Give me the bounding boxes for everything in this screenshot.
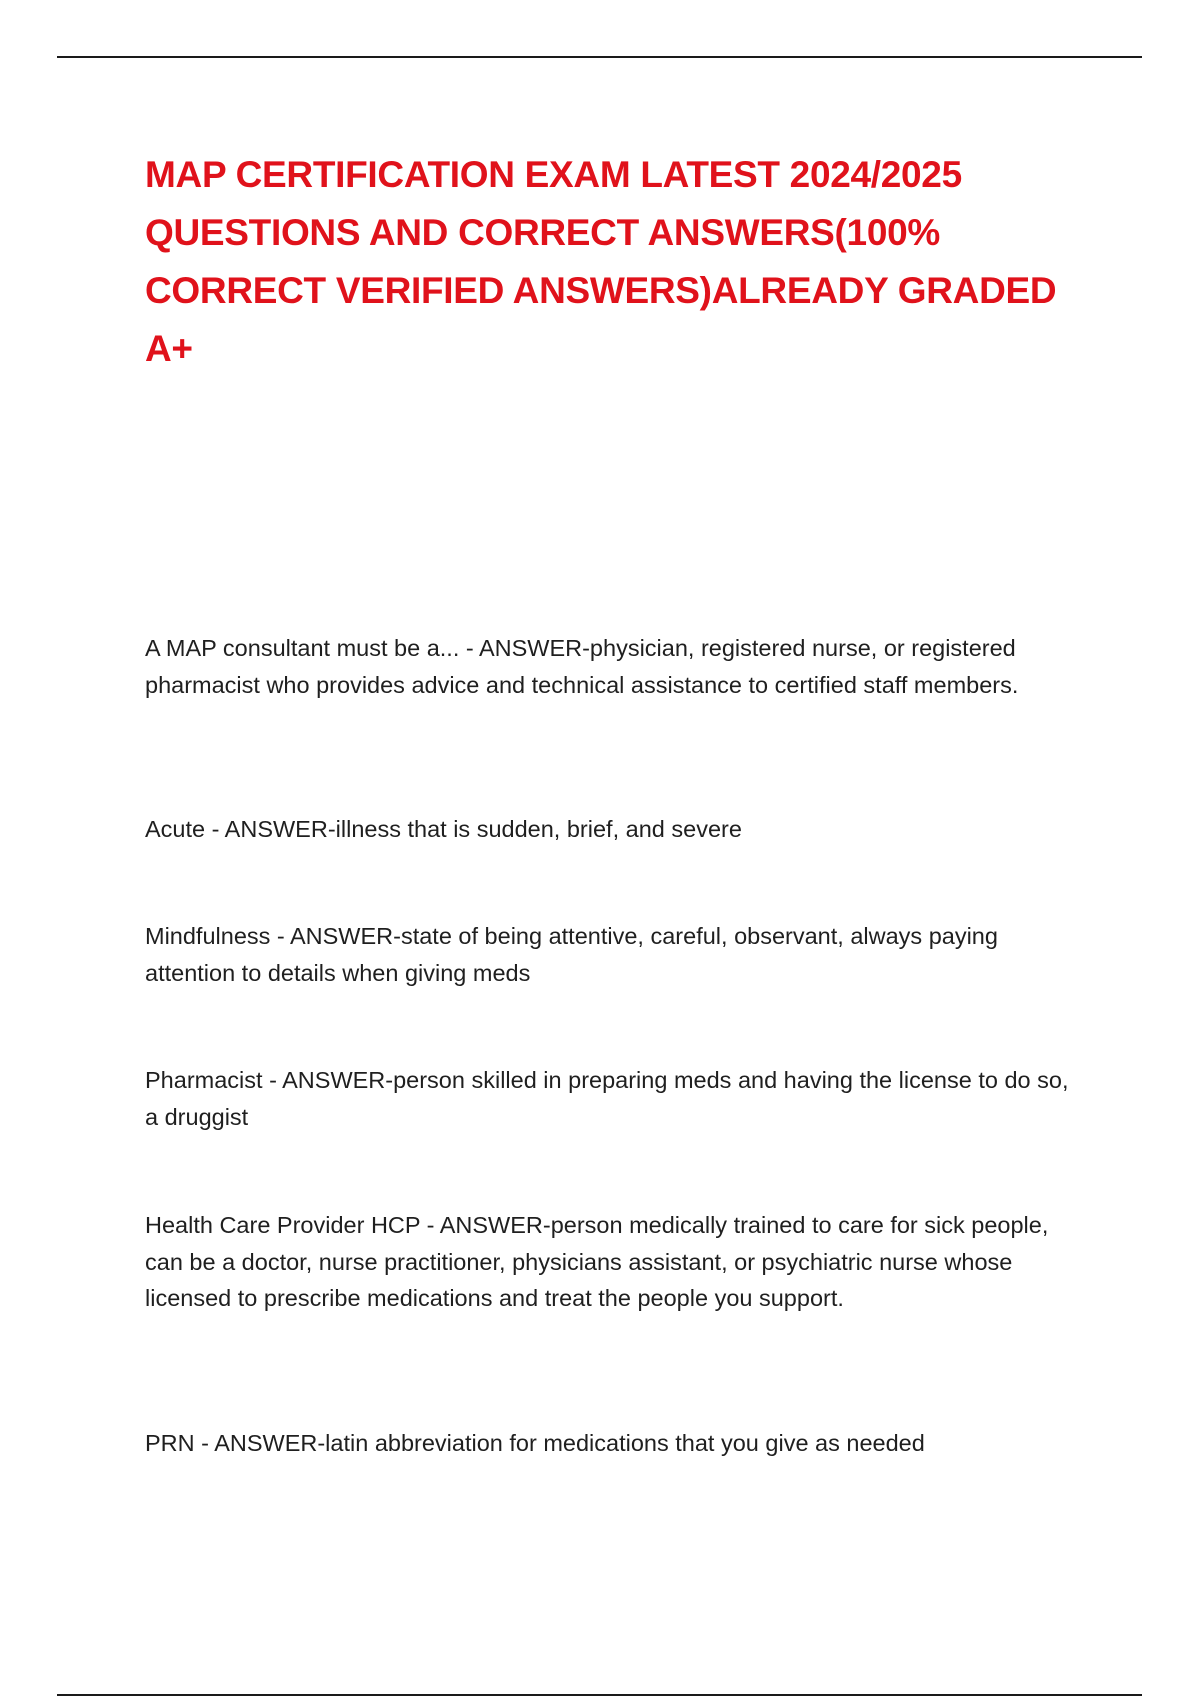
bottom-divider <box>57 1694 1142 1696</box>
qa-item-pharmacist: Pharmacist - ANSWER-person skilled in preparing meds and having the license to do so, a druggist <box>145 1067 1069 1130</box>
top-divider <box>57 56 1142 58</box>
qa-item-prn: PRN - ANSWER-latin abbreviation for medications that you give as needed <box>145 1430 925 1456</box>
qa-item-mindfulness: Mindfulness - ANSWER-state of being attentive, careful, observant, always paying attention to details when giving meds <box>145 923 998 986</box>
document-title: MAP CERTIFICATION EXAM LATEST 2024/2025 QUESTIONS AND CORRECT ANSWERS(100% CORRECT VERIFIED ANSWERS)ALREADY GRADED A+ <box>145 154 1057 369</box>
qa-item-map-consultant: A MAP consultant must be a... - ANSWER-physician, registered nurse, or registered pharmacist who provides advice and technical assistance to certified staff members. <box>145 635 1019 698</box>
qa-item-health-care-provider: Health Care Provider HCP - ANSWER-person medically trained to care for sick people, can be a doctor, nurse practitioner, physicians assistant, or psychiatric nurse whose licensed to prescribe medications and treat the people you support. <box>145 1212 1049 1311</box>
qa-item-acute: Acute - ANSWER-illness that is sudden, brief, and severe <box>145 816 742 842</box>
